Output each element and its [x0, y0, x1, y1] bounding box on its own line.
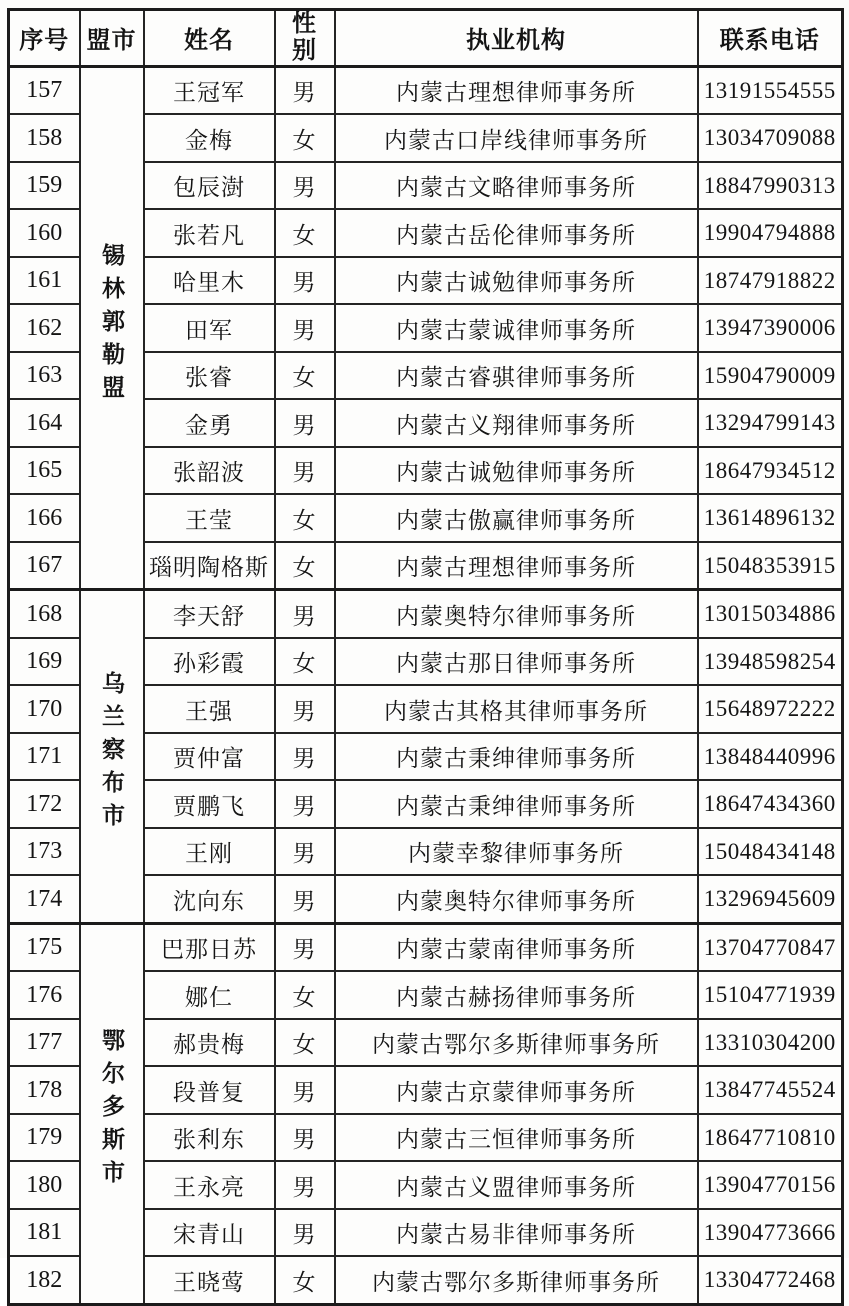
gender-cell: 男	[275, 447, 335, 495]
header-firm: 执业机构	[335, 10, 698, 67]
header-gender	[275, 10, 335, 67]
gender-cell: 男	[275, 828, 335, 876]
gender-cell: 男	[275, 1066, 335, 1114]
firm-cell: 内蒙古赫扬律师事务所	[335, 971, 698, 1019]
serial-cell: 169	[9, 638, 80, 686]
header-city: 盟市	[80, 10, 144, 67]
serial-cell: 157	[9, 66, 80, 114]
firm-cell: 内蒙古诚勉律师事务所	[335, 447, 698, 495]
firm-cell: 内蒙古京蒙律师事务所	[335, 1066, 698, 1114]
gender-cell: 女	[275, 352, 335, 400]
serial-cell: 178	[9, 1066, 80, 1114]
firm-cell: 内蒙古岳伦律师事务所	[335, 209, 698, 257]
name-cell: 宋青山	[144, 1209, 275, 1257]
serial-cell: 174	[9, 875, 80, 923]
phone-cell: 15048353915	[698, 542, 843, 590]
phone-cell: 15648972222	[698, 685, 843, 733]
gender-cell: 男	[275, 685, 335, 733]
phone-cell: 13948598254	[698, 638, 843, 686]
firm-cell: 内蒙古理想律师事务所	[335, 66, 698, 114]
firm-cell: 内蒙古秉绅律师事务所	[335, 733, 698, 781]
city-cell	[80, 590, 144, 924]
gender-cell: 女	[275, 971, 335, 1019]
serial-cell: 158	[9, 114, 80, 162]
serial-cell: 180	[9, 1161, 80, 1209]
gender-cell: 女	[275, 209, 335, 257]
gender-cell: 男	[275, 162, 335, 210]
table-row	[9, 590, 843, 638]
phone-cell: 13847745524	[698, 1066, 843, 1114]
name-cell: 张利东	[144, 1114, 275, 1162]
city-label: 鄂尔多斯市	[99, 1028, 124, 1194]
phone-cell: 15104771939	[698, 971, 843, 1019]
gender-cell: 女	[275, 494, 335, 542]
city-label: 乌兰察布市	[99, 671, 124, 837]
name-cell: 王莹	[144, 494, 275, 542]
firm-cell: 内蒙幸黎律师事务所	[335, 828, 698, 876]
serial-cell: 166	[9, 494, 80, 542]
header-name: 姓名	[144, 10, 275, 67]
city-cell	[80, 66, 144, 590]
name-cell: 金梅	[144, 114, 275, 162]
name-cell: 包辰澍	[144, 162, 275, 210]
gender-cell: 男	[275, 304, 335, 352]
name-cell: 王永亮	[144, 1161, 275, 1209]
name-cell: 娜仁	[144, 971, 275, 1019]
firm-cell: 内蒙古其格其律师事务所	[335, 685, 698, 733]
firm-cell: 内蒙古义翔律师事务所	[335, 399, 698, 447]
phone-cell: 13015034886	[698, 590, 843, 638]
gender-cell: 男	[275, 66, 335, 114]
serial-cell: 159	[9, 162, 80, 210]
name-cell: 哈里木	[144, 257, 275, 305]
name-cell: 瑙明陶格斯	[144, 542, 275, 590]
phone-cell: 13310304200	[698, 1019, 843, 1067]
gender-cell: 男	[275, 1209, 335, 1257]
serial-cell: 160	[9, 209, 80, 257]
name-cell: 沈向东	[144, 875, 275, 923]
name-cell: 田军	[144, 304, 275, 352]
phone-cell: 18647710810	[698, 1114, 843, 1162]
name-cell: 李天舒	[144, 590, 275, 638]
header-serial: 序号	[9, 10, 80, 67]
gender-cell: 女	[275, 114, 335, 162]
header-gender-label: 性别	[291, 10, 317, 64]
phone-cell: 18647934512	[698, 447, 843, 495]
header-row	[9, 10, 843, 67]
city-cell	[80, 923, 144, 1304]
firm-cell: 内蒙古易非律师事务所	[335, 1209, 698, 1257]
lawyer-roster-table	[7, 8, 844, 1306]
gender-cell: 男	[275, 399, 335, 447]
gender-cell: 男	[275, 923, 335, 971]
firm-cell: 内蒙古秉绅律师事务所	[335, 780, 698, 828]
firm-cell: 内蒙古诚勉律师事务所	[335, 257, 698, 305]
serial-cell: 179	[9, 1114, 80, 1162]
serial-cell: 167	[9, 542, 80, 590]
serial-cell: 161	[9, 257, 80, 305]
phone-cell: 13614896132	[698, 494, 843, 542]
serial-cell: 171	[9, 733, 80, 781]
gender-cell: 男	[275, 1114, 335, 1162]
serial-cell: 162	[9, 304, 80, 352]
firm-cell: 内蒙古口岸线律师事务所	[335, 114, 698, 162]
serial-cell: 173	[9, 828, 80, 876]
gender-cell: 女	[275, 542, 335, 590]
serial-cell: 177	[9, 1019, 80, 1067]
firm-cell: 内蒙古文略律师事务所	[335, 162, 698, 210]
serial-cell: 182	[9, 1256, 80, 1304]
phone-cell: 13947390006	[698, 304, 843, 352]
serial-cell: 175	[9, 923, 80, 971]
name-cell: 金勇	[144, 399, 275, 447]
name-cell: 王刚	[144, 828, 275, 876]
serial-cell: 163	[9, 352, 80, 400]
name-cell: 巴那日苏	[144, 923, 275, 971]
name-cell: 段普复	[144, 1066, 275, 1114]
phone-cell: 13904770156	[698, 1161, 843, 1209]
phone-cell: 13034709088	[698, 114, 843, 162]
firm-cell: 内蒙古蒙诚律师事务所	[335, 304, 698, 352]
name-cell: 孙彩霞	[144, 638, 275, 686]
firm-cell: 内蒙古鄂尔多斯律师事务所	[335, 1019, 698, 1067]
firm-cell: 内蒙古理想律师事务所	[335, 542, 698, 590]
phone-cell: 18647434360	[698, 780, 843, 828]
table-body	[9, 66, 843, 1304]
name-cell: 王晓莺	[144, 1256, 275, 1304]
firm-cell: 内蒙古鄂尔多斯律师事务所	[335, 1256, 698, 1304]
firm-cell: 内蒙奥特尔律师事务所	[335, 590, 698, 638]
name-cell: 贾鹏飞	[144, 780, 275, 828]
gender-cell: 男	[275, 257, 335, 305]
gender-cell: 男	[275, 590, 335, 638]
serial-cell: 165	[9, 447, 80, 495]
name-cell: 王强	[144, 685, 275, 733]
firm-cell: 内蒙古睿骐律师事务所	[335, 352, 698, 400]
name-cell: 贾仲富	[144, 733, 275, 781]
firm-cell: 内蒙古蒙南律师事务所	[335, 923, 698, 971]
gender-cell: 女	[275, 1019, 335, 1067]
name-cell: 张睿	[144, 352, 275, 400]
firm-cell: 内蒙古义盟律师事务所	[335, 1161, 698, 1209]
phone-cell: 19904794888	[698, 209, 843, 257]
table-header	[9, 10, 843, 67]
firm-cell: 内蒙古傲赢律师事务所	[335, 494, 698, 542]
firm-cell: 内蒙古三恒律师事务所	[335, 1114, 698, 1162]
phone-cell: 13296945609	[698, 875, 843, 923]
phone-cell: 18747918822	[698, 257, 843, 305]
name-cell: 郝贵梅	[144, 1019, 275, 1067]
firm-cell: 内蒙奥特尔律师事务所	[335, 875, 698, 923]
phone-cell: 13704770847	[698, 923, 843, 971]
serial-cell: 170	[9, 685, 80, 733]
table-row	[9, 923, 843, 971]
gender-cell: 男	[275, 875, 335, 923]
serial-cell: 172	[9, 780, 80, 828]
serial-cell: 176	[9, 971, 80, 1019]
phone-cell: 13904773666	[698, 1209, 843, 1257]
gender-cell: 女	[275, 1256, 335, 1304]
serial-cell: 164	[9, 399, 80, 447]
gender-cell: 女	[275, 638, 335, 686]
gender-cell: 男	[275, 733, 335, 781]
gender-cell: 男	[275, 780, 335, 828]
firm-cell: 内蒙古那日律师事务所	[335, 638, 698, 686]
phone-cell: 13294799143	[698, 399, 843, 447]
header-phone: 联系电话	[698, 10, 843, 67]
phone-cell: 13848440996	[698, 733, 843, 781]
phone-cell: 13304772468	[698, 1256, 843, 1304]
serial-cell: 181	[9, 1209, 80, 1257]
phone-cell: 18847990313	[698, 162, 843, 210]
serial-cell: 168	[9, 590, 80, 638]
table-row	[9, 66, 843, 114]
phone-cell: 15904790009	[698, 352, 843, 400]
phone-cell: 13191554555	[698, 66, 843, 114]
phone-cell: 15048434148	[698, 828, 843, 876]
gender-cell: 男	[275, 1161, 335, 1209]
name-cell: 张若凡	[144, 209, 275, 257]
name-cell: 王冠军	[144, 66, 275, 114]
name-cell: 张韶波	[144, 447, 275, 495]
city-label: 锡林郭勒盟	[99, 242, 124, 408]
